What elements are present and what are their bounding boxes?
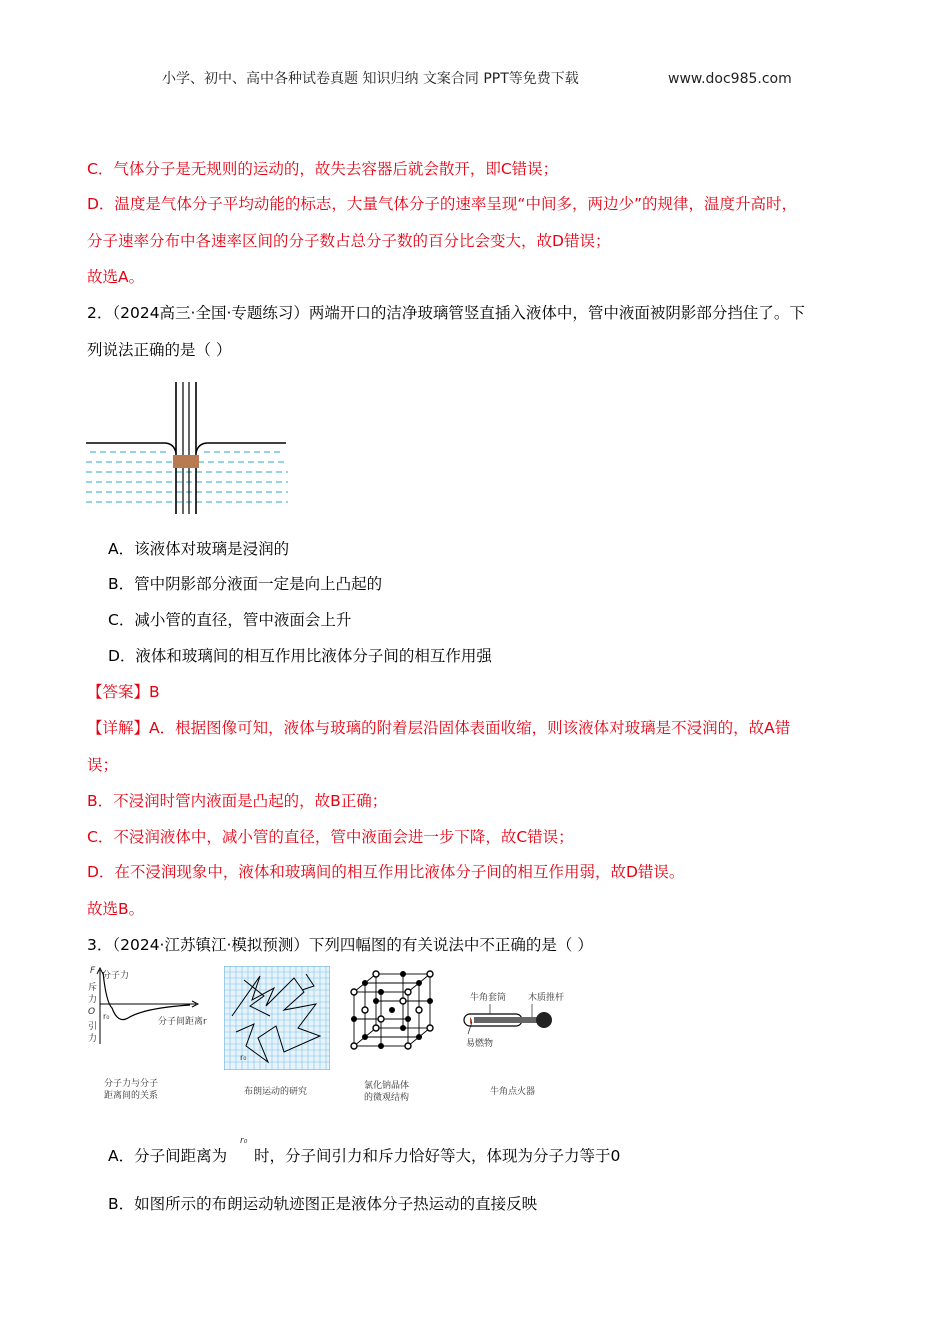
q3-fig3-caption-2: 的微观结构 [364,1093,410,1103]
q3-fig2-caption: 布朗运动的研究 [244,1087,308,1097]
q3-option-a-suffix: 时，分子间引力和斥力恰好等大，体现为分子力等于0 [254,1147,621,1165]
q2-stem-1: 2．（2024高三·全国·专题练习）两端开口的洁净玻璃管竖直插入液体中，管中液面被阴影部分挡住了。下 [87,304,805,322]
q2-choose: 故选B。 [87,900,145,918]
q3-fig1-force-2: 力 [88,1034,98,1044]
header-site-text: 小学、初中、高中各种试卷真题 知识归纳 文案合同 PPT等免费下载 [162,71,579,87]
q1-option-d-explanation-1: D．温度是气体分子平均动能的标志，大量气体分子的速率呈现“中间多，两边少”的规律，温度升高时， [87,195,797,213]
q2-detail-b: B．不浸润时管内液面是凸起的，故B正确； [87,792,388,810]
q2-option-d: D．液体和玻璃间的相互作用比液体分子间的相互作用强 [108,647,492,665]
header-url[interactable]: www.doc985.com [668,71,792,87]
q3-fig4-rod-label: 木质推杆 [528,993,565,1003]
q1-option-c-explanation: C．气体分子是无规则的运动的，故失去容器后就会散开，即C错误； [87,160,559,178]
q2-answer: 【答案】B [87,683,160,701]
q2-detail-d: D．在不浸润现象中，液体和玻璃间的相互作用比液体分子间的相互作用弱，故D错误。 [87,863,685,881]
q3-fig4-tinder-label: 易燃物 [466,1039,494,1049]
q3-fig1-r0: r₀ [103,1012,110,1021]
q2-detail-c: C．不浸润液体中，减小管的直径，管中液面会进一步下降，故C错误； [87,828,574,846]
q2-detail-2: 误； [87,756,119,774]
q2-capillary-figure [86,380,288,518]
q3-fig1-y-label: 分子力 [102,971,130,981]
q3-fig4-fire-starter [460,1000,556,1040]
q2-detail-1: 【详解】A．根据图像可知，液体与玻璃的附着层沿固体表面收缩，则该液体对玻璃是不浸润的，故A错 [87,719,791,737]
q3-stem: 3．（2024·江苏镇江·模拟预测）下列四幅图的有关说法中不正确的是（ ） [87,936,593,954]
q3-fig1-caption-1: 分子力与分子 [104,1079,159,1089]
q2-option-a: A．该液体对玻璃是浸润的 [108,540,290,558]
q3-fig1-attract: 引 [88,1022,98,1032]
q3-fig2-r0: r₀ [240,1053,247,1062]
q3-fig1-force: 力 [88,995,98,1005]
q3-fig3-caption-1: 氯化钠晶体 [364,1081,410,1091]
q2-option-b: B．管中阴影部分液面一定是向上凸起的 [108,575,383,593]
q3-option-a-prefix: A．分子间距离为 [108,1147,228,1165]
q3-option-b: B．如图所示的布朗运动轨迹图正是液体分子热运动的直接反映 [108,1195,538,1213]
q3-fig3-nacl-lattice [350,970,436,1050]
q3-fig1-caption-2: 距离间的关系 [104,1091,159,1101]
q3-option-a-r0: r₀ [240,1136,248,1146]
q3-fig4-sleeve-label: 牛角套筒 [470,993,507,1003]
q1-choose: 故选A。 [87,268,145,286]
q3-fig1-repulsion: 斥 [88,983,98,993]
q3-fig1-origin: O [88,1007,96,1017]
q2-option-c: C．减小管的直径，管中液面会上升 [108,611,352,629]
q3-fig4-caption: 牛角点火器 [490,1087,536,1097]
q3-fig1-y-top: F [90,966,96,976]
q2-stem-2: 列说法正确的是（ ） [87,341,232,359]
q3-fig1-x-label: 分子间距离r [158,1017,207,1027]
q1-option-d-explanation-2: 分子速率分布中各速率区间的分子数占总分子数的百分比会变大，故D错误； [87,232,611,250]
